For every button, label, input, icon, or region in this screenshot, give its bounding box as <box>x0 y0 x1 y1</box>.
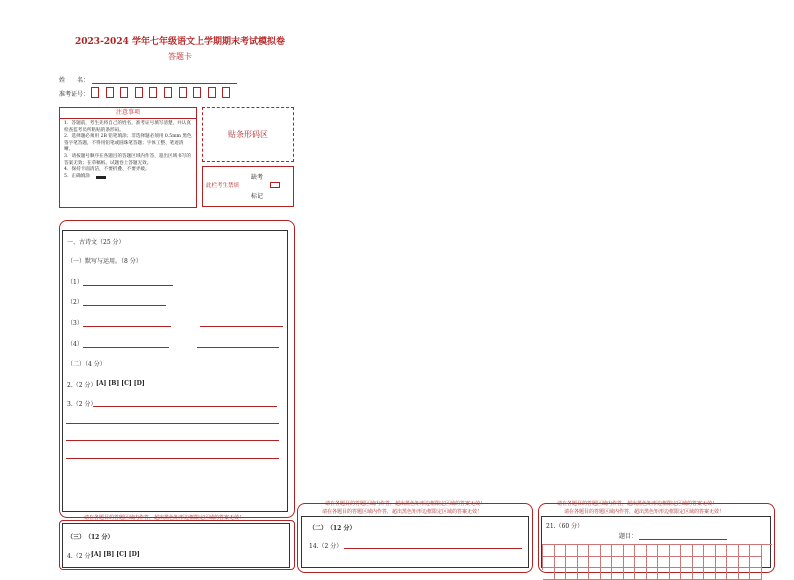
essay-grid-cell[interactable] <box>681 568 693 580</box>
essay-grid-cell[interactable] <box>566 557 578 569</box>
section2b-heading: （二） （12 分） <box>309 525 356 532</box>
q2-options[interactable]: [A] [B] [C] [D] <box>96 380 145 387</box>
essay-grid-cell[interactable] <box>624 568 636 580</box>
essay-grid-cell[interactable] <box>670 568 682 580</box>
exam-id-label: 准考证号： <box>59 91 90 98</box>
q1-label: （1） <box>67 279 83 286</box>
essay-grid-cell[interactable] <box>543 568 555 580</box>
essay-grid-cell[interactable] <box>704 545 716 557</box>
essay-grid-cell[interactable] <box>612 557 624 569</box>
q3-2-label: 3.（2 分） <box>67 401 97 408</box>
essay-grid-cell[interactable] <box>612 545 624 557</box>
notice-item: 4．保持卡面清洁，不要折叠、不要弄破。 <box>64 167 150 173</box>
essay-grid-cell[interactable] <box>658 557 670 569</box>
answer-line[interactable] <box>66 440 279 441</box>
essay-grid-cell[interactable] <box>681 545 693 557</box>
essay-grid-cell[interactable] <box>727 545 739 557</box>
answer-area-warning: 请在各题目的答题区域内作答，超出黑色矩形边框限定区域的答案无效！ <box>564 509 725 515</box>
exam-id-digit-box[interactable] <box>208 87 216 98</box>
q21-label: 21.（60 分） <box>546 523 584 530</box>
essay-grid-cell[interactable] <box>624 557 636 569</box>
essay-grid-cell[interactable] <box>716 545 728 557</box>
essay-grid-cell[interactable] <box>739 545 751 557</box>
essay-grid-cell[interactable] <box>624 545 636 557</box>
essay-grid-cell[interactable] <box>555 557 567 569</box>
essay-grid-cell[interactable] <box>658 568 670 580</box>
section1-answer-area <box>62 230 288 512</box>
part1-heading: （一）默写与运用。（8 分） <box>67 258 142 265</box>
section3-answer-area <box>62 523 290 568</box>
essay-grid-cell[interactable] <box>658 545 670 557</box>
answer-line[interactable] <box>83 326 171 327</box>
essay-grid-cell[interactable] <box>601 568 613 580</box>
page-title: 2023-2024 学年七年级语文上学期期末考试模拟卷 <box>75 37 285 47</box>
absent-checkbox[interactable] <box>270 182 280 188</box>
answer-area-warning: 请在各题目的答题区域内作答，超出黑色矩形边框限定区域的答案无效！ <box>84 515 245 521</box>
exam-id-digit-box[interactable] <box>120 87 128 98</box>
essay-grid-cell[interactable] <box>601 557 613 569</box>
section1-heading: 一、古诗文（25 分） <box>67 239 125 246</box>
essay-grid-cell[interactable] <box>693 557 705 569</box>
filled-mark-sample <box>96 176 106 179</box>
essay-grid-cell[interactable] <box>693 568 705 580</box>
answer-line[interactable] <box>200 326 283 327</box>
part2-heading: （二）（4 分） <box>67 361 106 368</box>
answer-area-warning: 请在各题目的答题区域内作答，超出黑色矩形边框限定区域的答案无效！ <box>322 509 483 515</box>
essay-grid-cell[interactable] <box>647 545 659 557</box>
essay-grid-cell[interactable] <box>635 568 647 580</box>
essay-grid-cell[interactable] <box>647 557 659 569</box>
q2-2-label: 2.（2 分） <box>67 382 97 389</box>
essay-grid-cell[interactable] <box>716 568 728 580</box>
essay-grid-cell[interactable] <box>739 568 751 580</box>
essay-grid-cell[interactable] <box>681 557 693 569</box>
essay-grid-cell[interactable] <box>543 557 555 569</box>
essay-grid-cell[interactable] <box>601 545 613 557</box>
exam-id-digit-box[interactable] <box>106 87 114 98</box>
essay-grid-cell[interactable] <box>727 557 739 569</box>
q4-3-label: 4.（2 分） <box>67 553 97 560</box>
exam-id-digit-box[interactable] <box>179 87 187 98</box>
column2-answer-area <box>301 516 529 568</box>
essay-grid-cell[interactable] <box>647 568 659 580</box>
answer-line[interactable] <box>66 423 279 424</box>
absent-line2: 标记 <box>251 193 264 200</box>
absent-note: 此栏考生禁填 <box>206 183 240 189</box>
answer-line[interactable] <box>83 347 169 348</box>
barcode-area <box>202 107 294 162</box>
answer-area-warning: 请在各题目的答题区域内作答，超出黑色矩形边框限定区域的答案无效！ <box>557 501 718 507</box>
essay-grid-cell[interactable] <box>704 557 716 569</box>
essay-grid-cell[interactable] <box>635 557 647 569</box>
notice-item: 5．正确填涂 <box>64 173 90 179</box>
essay-grid-cell[interactable] <box>589 545 601 557</box>
q4-options[interactable]: [A] [B] [C] [D] <box>91 551 140 558</box>
essay-grid-cell[interactable] <box>589 568 601 580</box>
absent-line1: 缺考 <box>251 174 264 181</box>
exam-id-digit-box[interactable] <box>149 87 157 98</box>
essay-answer-area <box>541 516 771 568</box>
answer-line[interactable] <box>83 285 173 286</box>
answer-line[interactable] <box>83 305 166 306</box>
section3-heading: （三） （12 分） <box>67 534 114 541</box>
q4-label: （4） <box>67 341 83 348</box>
name-field[interactable] <box>92 83 237 84</box>
essay-grid-cell[interactable] <box>716 557 728 569</box>
q14-label: 14.（2 分） <box>309 543 343 550</box>
q2-label: （2） <box>67 299 83 306</box>
answer-line[interactable] <box>66 458 279 459</box>
notice-title: 注意事项 <box>60 108 196 119</box>
essay-grid-cell[interactable] <box>670 545 682 557</box>
essay-title-label: 题目： <box>619 533 638 540</box>
essay-grid-cell[interactable] <box>612 568 624 580</box>
essay-grid-cell[interactable] <box>750 557 762 569</box>
exam-id-digit-box[interactable] <box>193 87 201 98</box>
answer-line[interactable] <box>344 548 522 549</box>
essay-grid-cell[interactable] <box>566 545 578 557</box>
essay-grid-cell[interactable] <box>566 568 578 580</box>
essay-grid-cell[interactable] <box>589 557 601 569</box>
q3-label: （3） <box>67 320 83 327</box>
notice-box <box>59 107 197 208</box>
essay-grid-cell[interactable] <box>750 568 762 580</box>
page-subtitle: 答题卡 <box>168 52 192 61</box>
essay-grid-cell[interactable] <box>670 557 682 569</box>
essay-grid-cell[interactable] <box>555 568 567 580</box>
essay-grid-cell[interactable] <box>578 568 590 580</box>
essay-grid-cell[interactable] <box>578 557 590 569</box>
essay-grid-cell[interactable] <box>739 557 751 569</box>
essay-grid-cell[interactable] <box>704 568 716 580</box>
answer-line[interactable] <box>197 347 279 348</box>
essay-grid-cell[interactable] <box>555 545 567 557</box>
exam-id-digit-box[interactable] <box>91 87 99 98</box>
exam-id-digit-box[interactable] <box>135 87 143 98</box>
essay-grid-cell[interactable] <box>750 545 762 557</box>
name-label: 姓 名： <box>59 77 90 84</box>
essay-grid-cell[interactable] <box>727 568 739 580</box>
notice-item: 2．选择题必须用 2B 铅笔填涂；非选择题必须用 0.5mm 黑色签字笔答题，不得用铅笔或圆珠笔答题；字体工整、笔迹清晰。 <box>64 134 192 153</box>
barcode-label: 贴条形码区 <box>228 130 268 139</box>
essay-grid-cell[interactable] <box>578 545 590 557</box>
answer-line[interactable] <box>93 406 277 407</box>
essay-grid-cell[interactable] <box>635 545 647 557</box>
essay-title-field[interactable] <box>639 539 727 540</box>
essay-grid-cell[interactable] <box>543 545 555 557</box>
notice-item: 3．请按题号顺序在各题目的答题区域内作答，超出区域书写的答案无效；在草稿纸、试题卷上答题无效。 <box>64 153 191 166</box>
exam-id-digit-box[interactable] <box>222 87 230 98</box>
notice-item: 1．答题前，考生先将自己的姓名，准考证号填写清楚，并认真检查监考员所粘贴的条形码。 <box>64 121 191 133</box>
absent-box <box>202 166 294 207</box>
essay-grid-cell[interactable] <box>693 545 705 557</box>
essay-grid[interactable] <box>542 544 772 570</box>
answer-area-warning: 请在各题目的答题区域内作答，超出黑色矩形边框限定区域的答案无效！ <box>325 501 486 507</box>
exam-id-digit-box[interactable] <box>164 87 172 98</box>
